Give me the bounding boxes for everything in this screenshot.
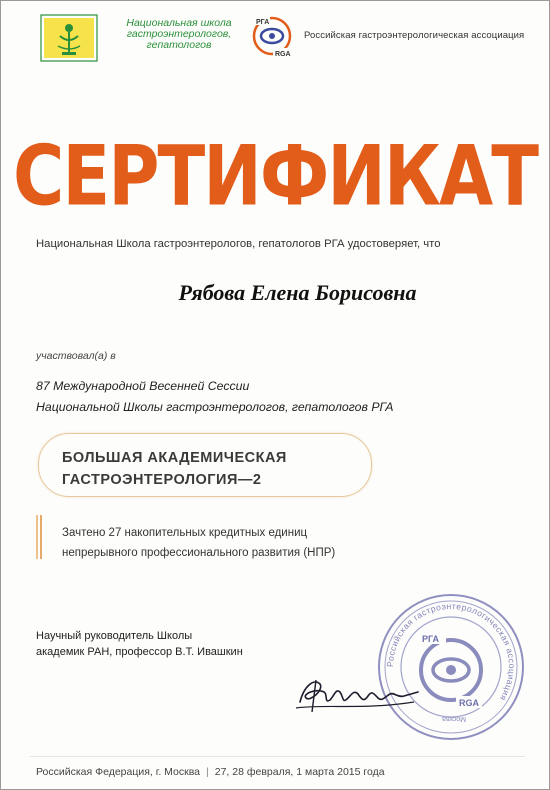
association-stamp-icon: [376, 592, 526, 742]
stamp-top-text: РГА: [422, 634, 440, 644]
credits-line1: Зачтено 27 накопительных кредитных единиц: [62, 527, 308, 539]
stamp-bottom-text: RGA: [459, 698, 479, 708]
recipient-name: Рябова Елена Борисовна: [178, 280, 417, 305]
credits-accent-bar: [36, 515, 38, 559]
credits-accent-bar: [40, 515, 42, 559]
footer-separator: |: [206, 766, 209, 778]
stamp-ring-text: Российская гастроэнтерологическая ассоциация: [384, 600, 518, 703]
supervisor-block: [36, 628, 243, 660]
school-name: [104, 18, 254, 51]
session-line2: Национальной Школы гастроэнтерологов, гепатологов РГА: [36, 400, 394, 414]
rga-logo-icon: [252, 14, 292, 58]
school-name-line1: Национальная школа: [126, 17, 232, 29]
credits-line2: непрерывного профессионального развития (НПР): [62, 547, 336, 559]
rga-logo-bottom-text: RGA: [275, 51, 291, 58]
course-line1: БОЛЬШАЯ АКАДЕМИЧЕСКАЯ: [62, 450, 287, 466]
signature-icon: [294, 668, 424, 718]
certificate-title: СЕРТИФИКАТ: [13, 128, 537, 225]
credits-text: [62, 523, 335, 563]
supervisor-line1: Научный руководитель Школы: [36, 630, 193, 642]
association-name: Российская гастроэнтерологическая ассоциация: [304, 30, 525, 41]
participated-text: участвовал(а) в: [36, 350, 116, 362]
rga-logo-top-text: РГА: [256, 19, 270, 26]
session-name: [36, 376, 393, 418]
intro-text: Национальная Школа гастроэнтерологов, гепатологов РГА удостоверяет, что: [36, 238, 441, 250]
footer-location: Российская Федерация, г. Москва: [36, 766, 200, 778]
course-title: [62, 447, 287, 491]
national-school-logo-icon: [40, 14, 98, 62]
course-line2: ГАСТРОЭНТЕРОЛОГИЯ—2: [62, 472, 262, 488]
footer: [36, 766, 385, 778]
school-name-line2: гастроэнтерологов,: [126, 28, 232, 40]
supervisor-line2: академик РАН, профессор В.Т. Ивашкин: [36, 646, 243, 658]
school-name-line3: гепатологов: [146, 39, 212, 51]
session-line1: 87 Международной Весенней Сессии: [36, 379, 250, 393]
footer-dates: 27, 28 февраля, 1 марта 2015 года: [214, 766, 385, 778]
stamp-mid-label: Москва: [442, 715, 466, 722]
footer-divider: [30, 756, 525, 757]
